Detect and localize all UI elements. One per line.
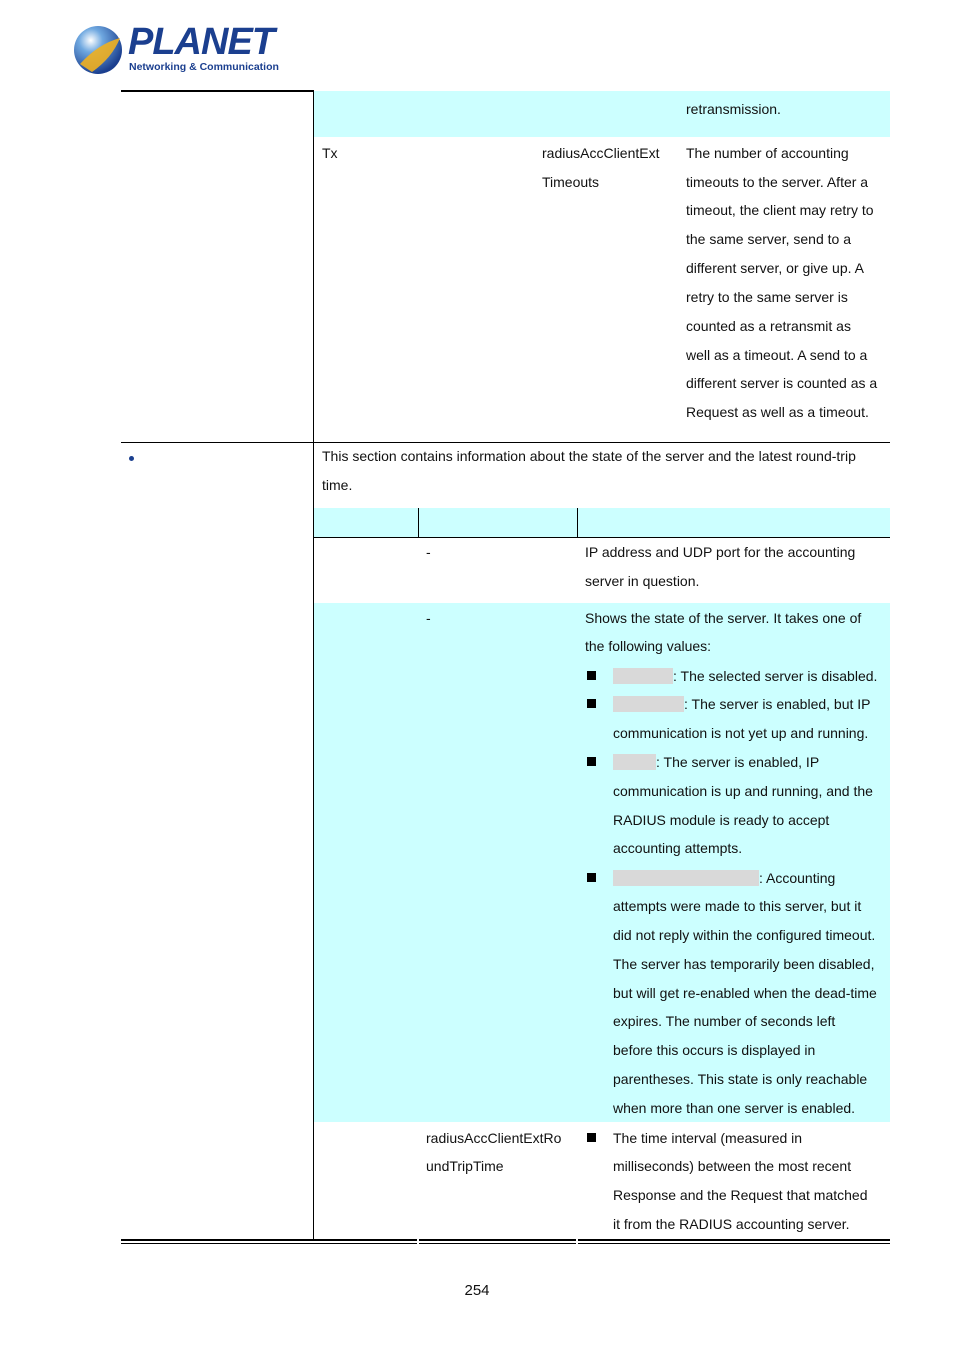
state-value-dead-cont: when more than one server is enabled. (613, 1100, 856, 1116)
list-bullet-square (587, 757, 596, 766)
tx-desc-line: timeout, the client may retry to (686, 202, 874, 218)
list-bullet-square (587, 1133, 596, 1142)
rtt-mib-line-1: radiusAccClientExtRo (426, 1130, 562, 1146)
state-value-ready-cont: RADIUS module is ready to accept (613, 812, 830, 828)
state-value-ready-cont: communication is up and running, and the (613, 783, 873, 799)
rtt-desc-line: it from the RADIUS accounting server. (613, 1216, 850, 1232)
value-name-placeholder (613, 668, 673, 684)
state-value-dead-cont: but will get re-enabled when the dead-time (613, 985, 877, 1001)
tx-desc-line: different server, or give up. A (686, 260, 864, 276)
rtt-desc-line: The time interval (measured in (613, 1130, 803, 1146)
table-bottom-border-1 (121, 1239, 890, 1241)
state-value-dead-cont: before this occurs is displayed in (613, 1042, 816, 1058)
tx-desc-line: timeouts to the server. After a (686, 174, 869, 190)
ip-desc-line-2: server in question. (585, 573, 700, 589)
section-header-bg (314, 508, 890, 537)
logo-subtitle: Networking & Communication (129, 61, 279, 73)
section-intro-line-1: This section contains information about the state of the server and the latest round-trip (322, 448, 856, 464)
state-value-ready-cont: accounting attempts. (613, 840, 743, 856)
col-divider-main (313, 90, 314, 1240)
state-value-not-ready: : The server is enabled, but IP (613, 690, 871, 719)
subheader-divider-1 (418, 508, 419, 537)
rtt-desc-line: milliseconds) between the most recent (613, 1158, 852, 1174)
state-value-dead-cont: did not reply within the configured timeout. (613, 927, 876, 943)
state-desc-line-1: Shows the state of the server. It takes one of (585, 610, 862, 626)
tx-desc-line: well as a timeout. A send to a (686, 347, 868, 363)
subheader-divider-2 (577, 508, 578, 537)
value-name-placeholder (613, 696, 684, 712)
value-name-placeholder (613, 870, 759, 886)
state-value-dead: : Accounting (613, 864, 835, 893)
table-bottom-gap-1 (417, 1239, 419, 1245)
tx-desc-line: The number of accounting (686, 145, 849, 161)
logo-wordmark: PLANET (128, 21, 274, 63)
state-value-dead-cont: The server has temporarily been disabled, (613, 956, 875, 972)
globe-icon (72, 24, 124, 76)
page-number: 254 (464, 1282, 490, 1299)
state-value-not-ready-cont: communication is not yet up and running. (613, 725, 869, 741)
table-bottom-gap-2 (576, 1239, 578, 1245)
ip-desc-line-1: IP address and UDP port for the accounting (585, 544, 856, 560)
list-bullet-square (587, 671, 596, 680)
tx-desc-line: Request as well as a timeout. (686, 404, 869, 420)
state-value-dead-cont: attempts were made to this server, but it (613, 898, 862, 914)
row-retrans-bg (314, 91, 890, 137)
tx-desc-line: the same server, send to a (686, 231, 851, 247)
state-mib: - (426, 610, 431, 626)
tx-mib-line-1: radiusAccClientExt (542, 145, 660, 161)
table-bottom-border-2 (121, 1243, 890, 1244)
tx-desc-line: retry to the same server is (686, 289, 848, 305)
retrans-desc: retransmission. (686, 101, 781, 117)
rtt-desc-line: Response and the Request that matched (613, 1187, 868, 1203)
table-top-border (121, 90, 314, 92)
ip-mib: - (426, 544, 431, 560)
section-bullet (129, 456, 134, 461)
list-bullet-square (587, 873, 596, 882)
tx-mib-line-2: Timeouts (542, 174, 600, 190)
value-name-placeholder (613, 754, 656, 770)
list-bullet-square (587, 699, 596, 708)
tx-label: Tx (322, 145, 338, 161)
section-intro-line-2: time. (322, 477, 353, 493)
state-value-disabled: : The selected server is disabled. (613, 662, 877, 691)
tx-desc-line: different server is counted as a (686, 375, 878, 391)
state-value-ready: : The server is enabled, IP (613, 748, 819, 777)
rtt-mib-line-2: undTripTime (426, 1158, 504, 1174)
state-value-dead-cont: parentheses. This state is only reachable (613, 1071, 868, 1087)
tx-desc-line: counted as a retransmit as (686, 318, 851, 334)
state-desc-line-2: the following values: (585, 638, 712, 654)
state-value-dead-cont: expires. The number of seconds left (613, 1013, 836, 1029)
planet-logo (72, 21, 279, 78)
